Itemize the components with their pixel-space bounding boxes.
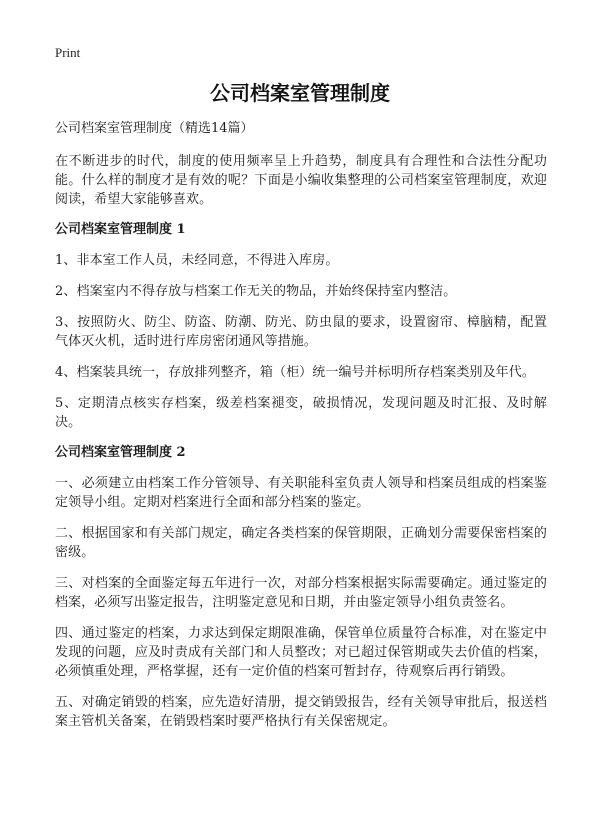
- section-heading-1: 公司档案室管理制度 1: [55, 222, 186, 237]
- section-2-item-3: 三、对档案的全面鉴定每五年进行一次，对部分档案根据实际需要确定。通过鉴定的档案，必须写出鉴定报告，注明鉴定意见和日期，并由鉴定领导小组负责签名。: [55, 576, 547, 610]
- section-1-item-1: 1、非本室工作人员，未经同意，不得进入库房。: [55, 253, 339, 268]
- document-body: [55, 120, 547, 743]
- print-label[interactable]: Print: [55, 45, 81, 60]
- document-subtitle: 公司档案室管理制度（精选14篇）: [55, 121, 254, 136]
- section-heading-2: 公司档案室管理制度 2: [55, 445, 186, 460]
- section-1-item-5: 5、定期清点核实存档案，级差档案褪变，破损情况，发现问题及时汇报、及时解决。: [55, 396, 547, 430]
- section-1-item-2: 2、档案室内不得存放与档案工作无关的物品，并始终保持室内整洁。: [55, 284, 457, 299]
- section-2-item-5: 五、对确定销毁的档案，应先造好清册，提交销毁报告，经有关领导审批后，报送档案主管机关备案，在销毁档案时要严格执行有关保密规定。: [55, 695, 547, 729]
- intro-paragraph: 在不断进步的时代，制度的使用频率呈上升趋势，制度具有合理性和合法性分配功能。什么样的制度才是有效的呢？下面是小编收集整理的公司档案室管理制度，欢迎阅读，希望大家能够喜欢。: [55, 154, 547, 207]
- document-title: 公司档案室管理制度: [210, 81, 390, 105]
- section-1-item-4: 4、档案装具统一，存放排列整齐，箱（柜）统一编号并标明所存档案类别及年代。: [55, 365, 535, 380]
- section-2-item-2: 二、根据国家和有关部门规定，确定各类档案的保管期限，正确划分需要保密档案的密级。: [55, 526, 547, 560]
- section-2-item-4: 四、通过鉴定的档案，力求达到保定期限准确，保管单位质量符合标准，对在鉴定中发现的问题，应及时责成有关部门和人员整改；对已超过保管期或失去价值的档案，必须慎重处理，严格掌握，还有一定价值的档案可暂封存，待观察后再行销毁。: [55, 626, 547, 679]
- section-1-item-3: 3、按照防火、防尘、防盗、防潮、防光、防虫鼠的要求，设置窗帘、樟脑精，配置气体灭火机，适时进行库房密闭通风等措施。: [55, 315, 547, 349]
- section-2-item-1: 一、必须建立由档案工作分管领导、有关职能科室负责人领导和档案员组成的档案鉴定领导小组。定期对档案进行全面和部分档案的鉴定。: [55, 476, 547, 510]
